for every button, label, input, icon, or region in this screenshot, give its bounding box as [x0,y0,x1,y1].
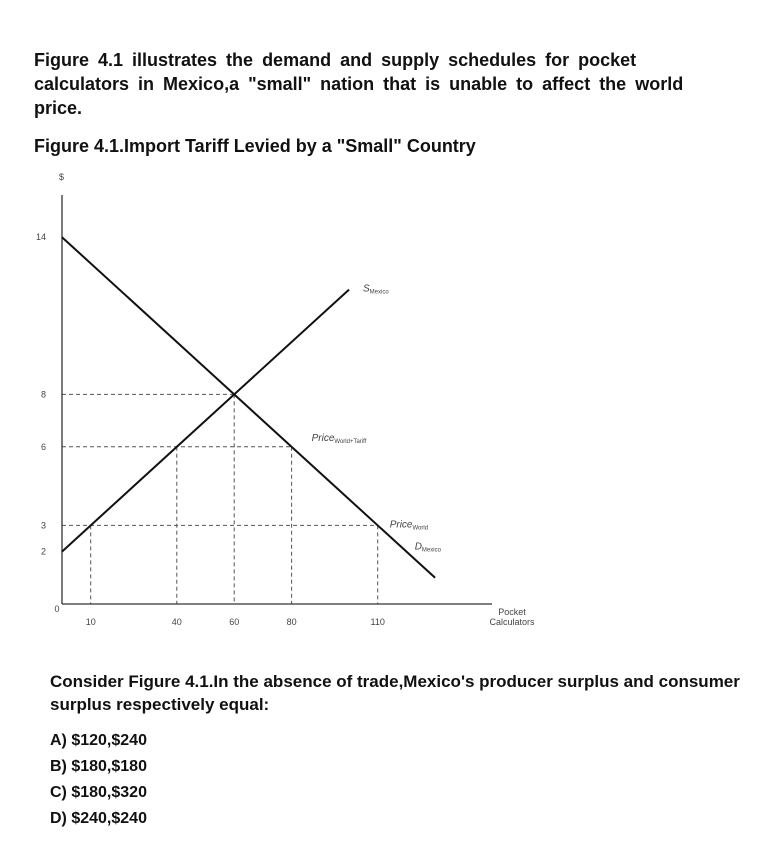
intro-paragraph: Figure 4.1 illustrates the demand and supply schedules for pocket calculators in Mexico,a "small" nation that is unable to affect the world price. [34,50,684,118]
figure-title: Figure 4.1.Import Tariff Levied by a "Small" Country [34,136,476,156]
y-tick-label: 8 [40,389,46,400]
x-tick-label: 80 [286,617,297,627]
y-tick-label: 6 [40,441,46,452]
x-tick-label: 60 [229,617,240,627]
chart-labels [36,172,535,627]
price-world-label: Price$_{World}$ [389,519,429,532]
option-c[interactable]: C) $180,$320 [50,784,147,801]
x-axis-label: Pocket Calculators [489,607,535,627]
chart-axes [62,195,492,604]
demand-curve [62,237,435,578]
demand-label: $D_{Mexico}$ [414,541,441,554]
x-tick-label: 0 [54,604,60,614]
option-b[interactable]: B) $180,$180 [50,758,147,775]
curves [62,237,435,578]
y-tick-label: 14 [35,232,46,243]
x-tick-label: 40 [171,617,182,627]
option-d[interactable]: D) $240,$240 [50,810,147,827]
question-text: Consider Figure 4.1.In the absence of trade,Mexico's producer surplus and consumer surplus respectively equal: [50,672,740,714]
y-axis-label: $ [59,172,65,182]
y-tick-label: 2 [40,546,46,557]
x-tick-label: 10 [85,617,96,627]
price-world-tariff-label: Price$_{World+Tariff}$ [311,432,367,445]
supply-curve [62,290,349,552]
guide-lines [62,394,378,604]
supply-label: $S_{Mexico}$ [363,283,389,296]
y-tick-label: 3 [40,520,46,531]
option-a[interactable]: A) $120,$240 [50,732,147,749]
x-tick-label: 110 [370,617,385,627]
answer-options [50,728,147,832]
